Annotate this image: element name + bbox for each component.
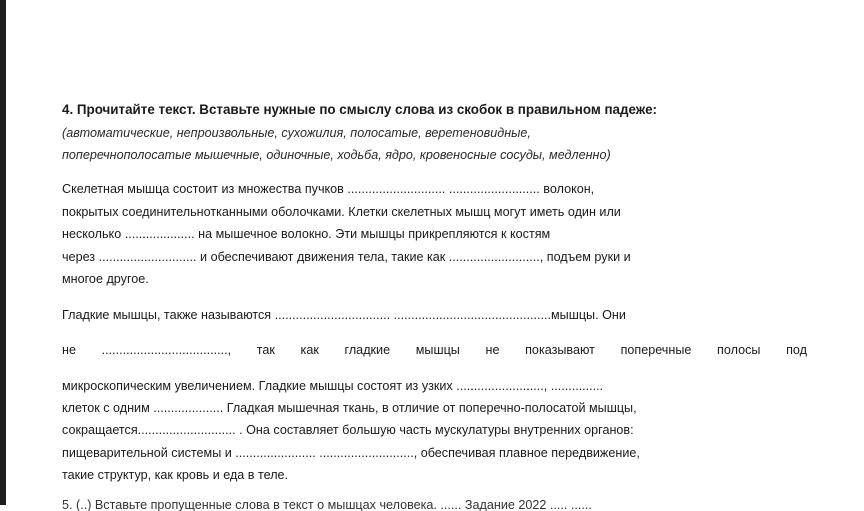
- paragraph-1-line-3: несколько .................... на мышечное волокно. Эти мышцы прикрепляются к костям: [62, 227, 551, 241]
- paragraph-2-line-2: не ...................................., так как гладкие мышцы не показывают поперечные полосы под: [62, 343, 807, 357]
- paragraph-2-line-1: Гладкие мышцы, также называются ................................. .............................................мышцы. Они: [62, 308, 626, 322]
- paragraph-3-line-4: пищеварительной системы и ....................... ..........................., обеспечивая плавное передвижение,: [62, 446, 640, 460]
- paragraph-3-line-5: такие структур, как кровь и еда в теле.: [62, 468, 289, 482]
- word-options-line-1: (автоматические, непроизвольные, сухожилия, полосатые, веретеновидные,: [62, 126, 531, 140]
- paragraph-3-line-2: клеток с одним .................... Гладкая мышечная ткань, в отличие от поперечно-полосатой мышцы,: [62, 401, 637, 415]
- paragraph-1-line-4: через ............................ и обеспечивают движения тела, такие как .........................., подъем руки и: [62, 250, 631, 264]
- worksheet-page: [62, 0, 832, 511]
- paragraph-3-line-3: сокращается............................ . Она составляет большую часть мускулатуры внутренних органов:: [62, 423, 634, 437]
- paragraph-1-line-2: покрытых соединительнотканными оболочками. Клетки скелетных мышц могут иметь один или: [62, 205, 621, 219]
- window-edge: [0, 0, 6, 505]
- task-heading: 4. Прочитайте текст. Вставьте нужные по смыслу слова из скобок в правильном падеже:: [62, 102, 657, 117]
- word-options-line-2: поперечнополосатые мышечные, одиночные, ходьба, ядро, кровеносные сосуды, медленно): [62, 148, 611, 162]
- paragraph-1-line-5: многое другое.: [62, 272, 149, 286]
- next-task-cut-off: [62, 497, 822, 511]
- paragraph-1-line-1: Скелетная мышца состоит из множества пучков ............................ .......................... волокон,: [62, 182, 595, 196]
- paragraph-3-line-1: микроскопическим увеличением. Гладкие мышцы состоят из узких ........................., ...............: [62, 379, 604, 393]
- next-task-text: 5. (..) Вставьте пропущенные слова в текст о мышцах человека. ...... Задание 2022 ..... ......: [62, 498, 592, 511]
